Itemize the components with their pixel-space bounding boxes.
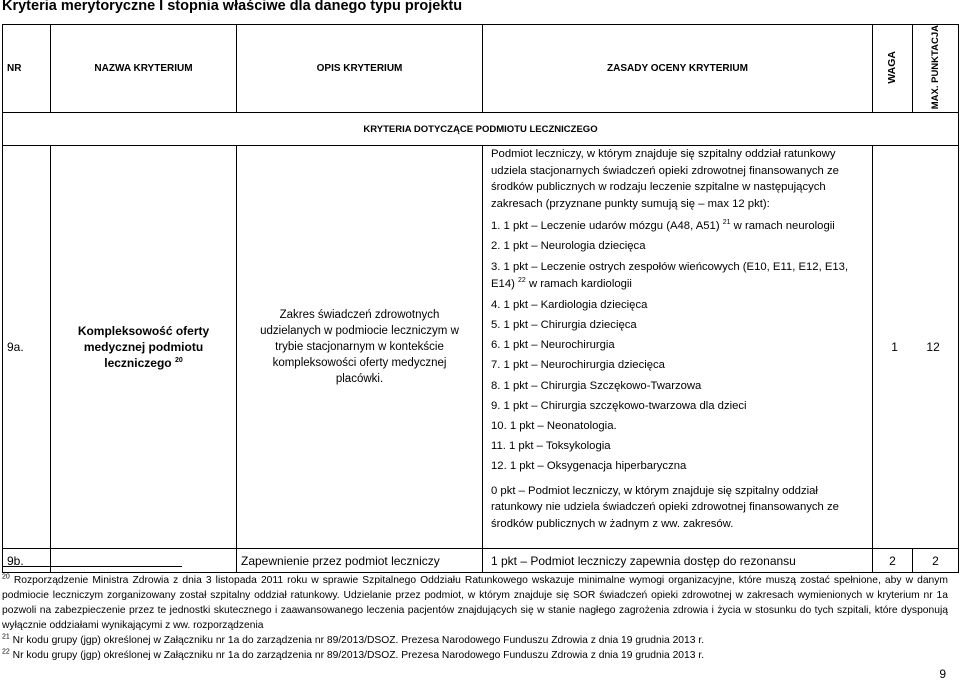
section-row xyxy=(3,113,959,146)
footnote-22: $^{22}$ Nr kodu grupy (jgp) określonej w Załączniku nr 1a do zarządzenia nr 89/2013/DSOZ. Prezesa Narodowego Funduszu Zdrowia z dnia 19 grudnia 2013 r. xyxy=(2,648,705,661)
zasady-item-11: 11. 1 pkt – Toksykologia xyxy=(491,440,611,453)
table-header-row xyxy=(3,25,959,113)
zasady-item-7: 7. 1 pkt – Neurochirurgia dziecięca xyxy=(491,359,665,372)
header-nazwa: NAZWA KRYTERIUM xyxy=(51,25,237,113)
criteria-table xyxy=(2,24,959,573)
footnotes xyxy=(2,573,948,663)
zasady-item-8: 8. 1 pkt – Chirurgia Szczękowo-Twarzowa xyxy=(491,379,702,392)
row-9b-opis: Zapewnienie przez podmiot leczniczy xyxy=(237,549,483,573)
row-9a-waga: 1 xyxy=(891,340,898,355)
footnote-ref-21[interactable]: 21 xyxy=(722,219,731,227)
row-9b-waga: 2 xyxy=(873,549,913,573)
row-9a-max: 12 xyxy=(926,340,940,355)
row-9a-nazwa-text: Kompleksowość oferty medycznej podmiotu leczniczego xyxy=(77,324,210,371)
row-9b-zasady: 1 pkt – Podmiot leczniczy zapewnia dostęp do rezonansu xyxy=(483,549,873,573)
row-9a-opis: Zakres świadczeń zdrowotnych udzielanych w podmiocie leczniczym w trybie stacjonarnym w kontekście kompleksowości oferty medycznej placówki. xyxy=(237,146,483,549)
zasady-tail: 0 pkt – Podmiot leczniczy, w którym znajduje się szpitalny oddział ratunkowy nie udziela świadczeń opieki zdrowotnej finansowanych ze środków publicznych w żadnym z ww. zakresów. xyxy=(491,484,839,530)
zasady-item-12: 12. 1 pkt – Oksygenacja hiperbaryczna xyxy=(491,460,687,473)
row-9a-nr: 9a. xyxy=(3,146,51,549)
header-max-cell xyxy=(913,25,959,113)
zasady-item-4: 4. 1 pkt – Kardiologia dziecięca xyxy=(491,298,648,311)
zasady-item-9: 9. 1 pkt – Chirurgia szczękowo-twarzowa dla dzieci xyxy=(491,399,747,412)
zasady-item-5: 5. 1 pkt – Chirurgia dziecięca xyxy=(491,318,637,331)
footnote-20: $^{20}$ Rozporządzenie Ministra Zdrowia z dnia 3 listopada 2011 roku w sprawie Szpitalnego Oddziału Ratunkowego wskazuje minimalne wymogi organizacyjne, które muszą zostać spełnione, aby w danym podmiocie leczniczym zorganizowany został szpitalny oddział ratunkowy. Udzielanie przez podmiot, w którym znajduje się SOR świadczeń opieki zdrowotnej w zakresach wymienionych w kryterium nr 1a pozwoli na zabezpieczenie przez te jednostki skutecznego i zaawansowanego leczenia pacjentów znajdujących się w stanie nagłego zagrożenia zdrowia i życia w stosunku do tych szpitali, które dysponują wyłącznie oddziałami wynikającymi z ww. rozporządzenia xyxy=(2,573,948,631)
table-row xyxy=(3,146,959,549)
footnote-ref-22[interactable]: 22 xyxy=(518,276,526,284)
footnote-21: $^{21}$ Nr kodu grupy (jgp) określonej w Załączniku nr 1a do zarządzenia nr 89/2013/DSOZ. Prezesa Narodowego Funduszu Zdrowia z dnia 19 grudnia 2013 r. xyxy=(2,633,705,646)
header-waga-cell xyxy=(873,25,913,113)
header-nr: NR xyxy=(3,25,51,113)
zasady-item-10: 10. 1 pkt – Neonatologia. xyxy=(491,419,617,432)
table-row xyxy=(3,549,959,573)
row-9b-nazwa xyxy=(51,549,237,573)
row-9a-zasady xyxy=(483,146,873,549)
page-title: Kryteria merytoryczne I stopnia właściwe dla danego typu projektu xyxy=(2,0,463,14)
page-number: 9 xyxy=(939,667,946,681)
zasady-intro: Podmiot leczniczy, w którym znajduje się szpitalny oddział ratunkowy udziela stacjonarnych świadczeń opieki zdrowotnej finansowanych ze środków publicznych w rodzaju leczenie szpitalne w następujących zakresach (przyznane punkty sumują się – max 12 pkt): xyxy=(491,148,839,210)
footnote-separator xyxy=(2,566,182,567)
header-max: MAX. PUNKTACJA xyxy=(930,25,941,110)
zasady-item-2: 2. 1 pkt – Neurologia dziecięca xyxy=(491,240,646,253)
header-waga: WAGA xyxy=(886,50,898,84)
row-9b-max: 2 xyxy=(913,549,959,573)
row-9a-nazwa xyxy=(51,146,237,549)
header-zasady: ZASADY OCENY KRYTERIUM xyxy=(483,25,873,113)
zasady-item-1: 1. 1 pkt – Leczenie udarów mózgu (A48, A51) $^{21}$ w ramach neurologii xyxy=(491,219,835,233)
row-9b-nr: 9b. xyxy=(3,549,51,573)
section-title: KRYTERIA DOTYCZĄCE PODMIOTU LECZNICZEGO xyxy=(3,113,959,146)
zasady-item-6: 6. 1 pkt – Neurochirurgia xyxy=(491,339,615,352)
header-opis: OPIS KRYTERIUM xyxy=(237,25,483,113)
footnote-ref-20[interactable]: 20 xyxy=(174,357,183,365)
zasady-item-3: 3. 1 pkt – Leczenie ostrych zespołów wieńcowych (E10, E11, E12, E13, E14) $^{22}$ w ramach kardiologii xyxy=(491,260,849,290)
row-9a-scores xyxy=(873,146,959,549)
